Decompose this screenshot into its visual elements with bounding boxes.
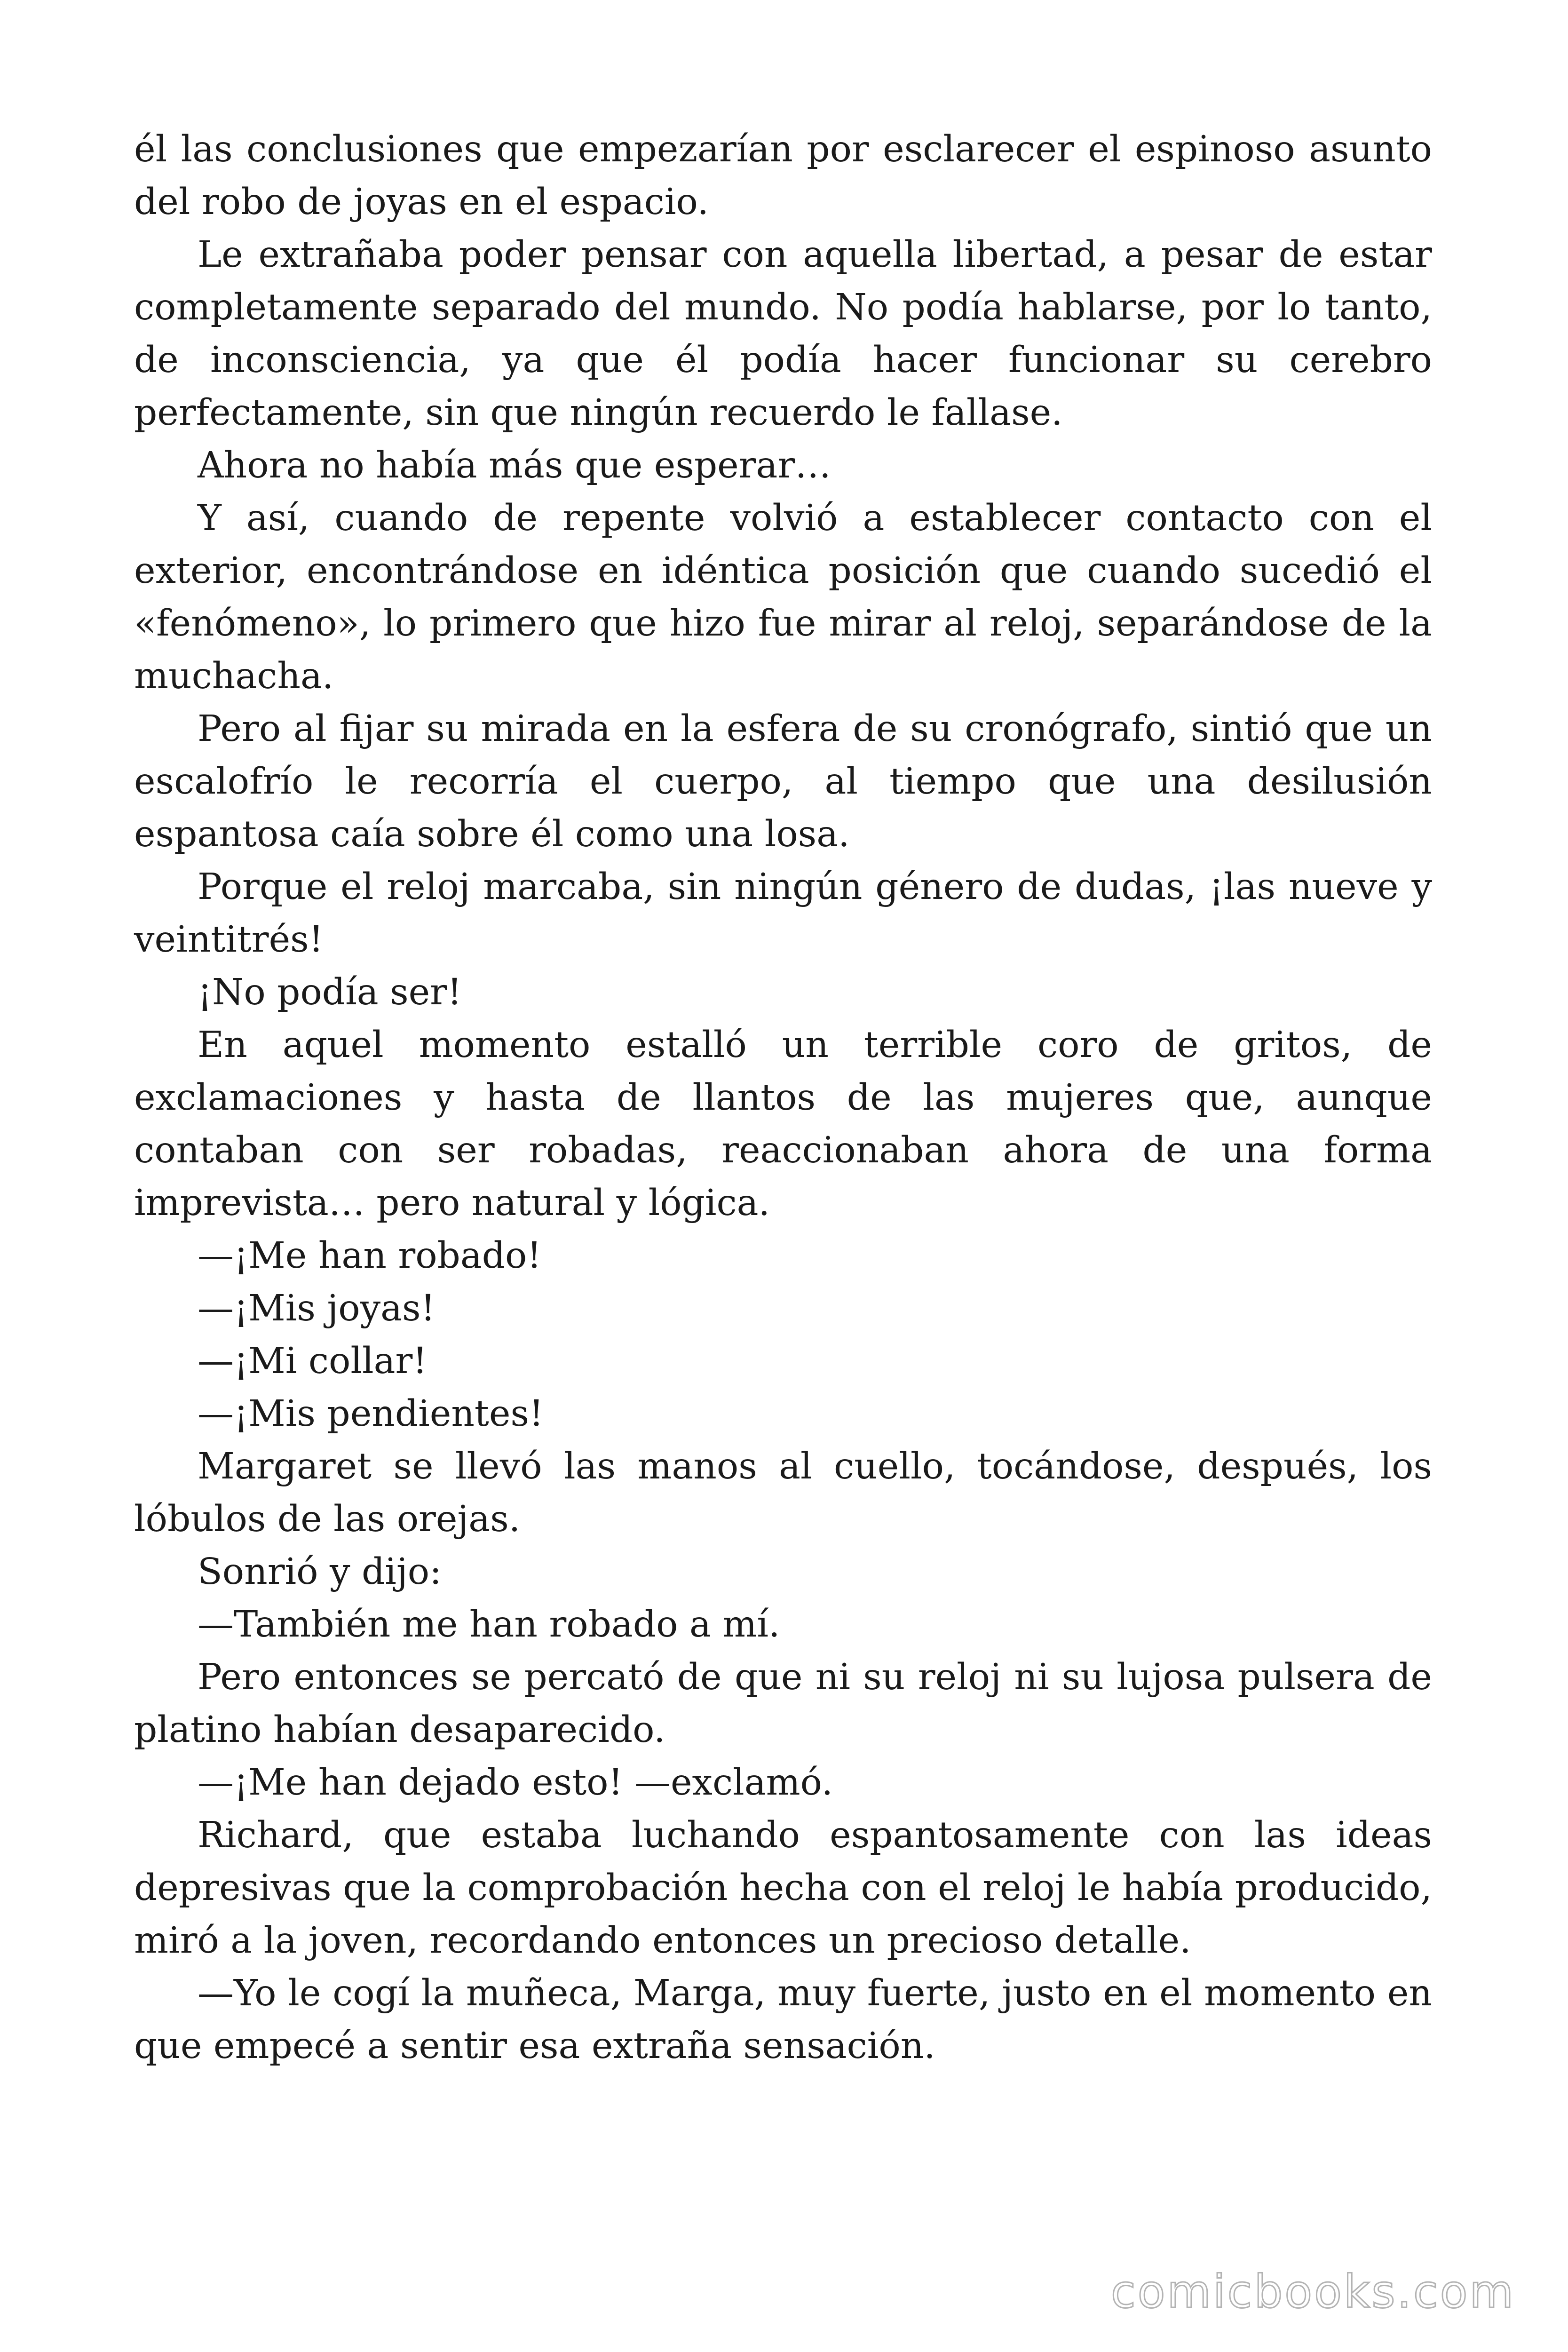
paragraph: Sonrió y dijo:	[198, 1551, 442, 1593]
paragraph: Pero entonces se percató de que ni su reloj ni su lujosa pulsera de platino habían desaparecido.	[134, 1656, 1432, 1751]
dialogue-line: —También me han robado a mí.	[198, 1604, 780, 1645]
dialogue-line: —¡Me han robado!	[198, 1235, 542, 1277]
paragraph: Le extrañaba poder pensar con aquella libertad, a pesar de estar completamente separado del mundo. No podía hablarse, por lo tanto, de inconsciencia, ya que él podía hacer funcionar su cerebro perfectamente, sin que ningún recuerdo le fallase.	[134, 234, 1432, 434]
paragraph: Pero al fijar su mirada en la esfera de su cronógrafo, sintió que un escalofrío le recorría el cuerpo, al tiempo que una desilusión espantosa caía sobre él como una losa.	[134, 708, 1432, 855]
paragraph: Ahora no había más que esperar…	[198, 445, 832, 486]
dialogue-line: —¡Mis joyas!	[198, 1287, 436, 1329]
dialogue-line: —¡Mi collar!	[198, 1340, 428, 1382]
paragraph: ¡No podía ser!	[198, 971, 462, 1013]
paragraph: él las conclusiones que empezarían por esclarecer el espinoso asunto del robo de joyas en el espacio.	[134, 128, 1432, 223]
dialogue-line: —¡Me han dejado esto! —exclamó.	[198, 1762, 833, 1804]
dialogue-line: —Yo le cogí la muñeca, Marga, muy fuerte, justo en el momento en que empecé a sentir esa extraña sensación.	[134, 1972, 1432, 2067]
dialogue-line: —¡Mis pendientes!	[198, 1393, 544, 1435]
paragraph: Margaret se llevó las manos al cuello, tocándose, después, los lóbulos de las orejas.	[134, 1446, 1432, 1540]
paragraph: Y así, cuando de repente volvió a establecer contacto con el exterior, encontrándose en idéntica posición que cuando sucedió el «fenómeno», lo primero que hizo fue mirar al reloj, separándose de la muchacha.	[134, 497, 1432, 697]
page-body	[134, 123, 1432, 2073]
paragraph: En aquel momento estalló un terrible coro de gritos, de exclamaciones y hasta de llantos de las mujeres que, aunque contaban con ser robadas, reaccionaban ahora de una forma imprevista… pero natural y lógica.	[134, 1024, 1432, 1224]
paragraph: Porque el reloj marcaba, sin ningún género de dudas, ¡las nueve y veintitrés!	[134, 866, 1432, 961]
paragraph: Richard, que estaba luchando espantosamente con las ideas depresivas que la comprobación hecha con el reloj le había producido, miró a la joven, recordando entonces un precioso detalle.	[134, 1814, 1432, 1962]
watermark: comicbooks.com	[1110, 2265, 1515, 2318]
